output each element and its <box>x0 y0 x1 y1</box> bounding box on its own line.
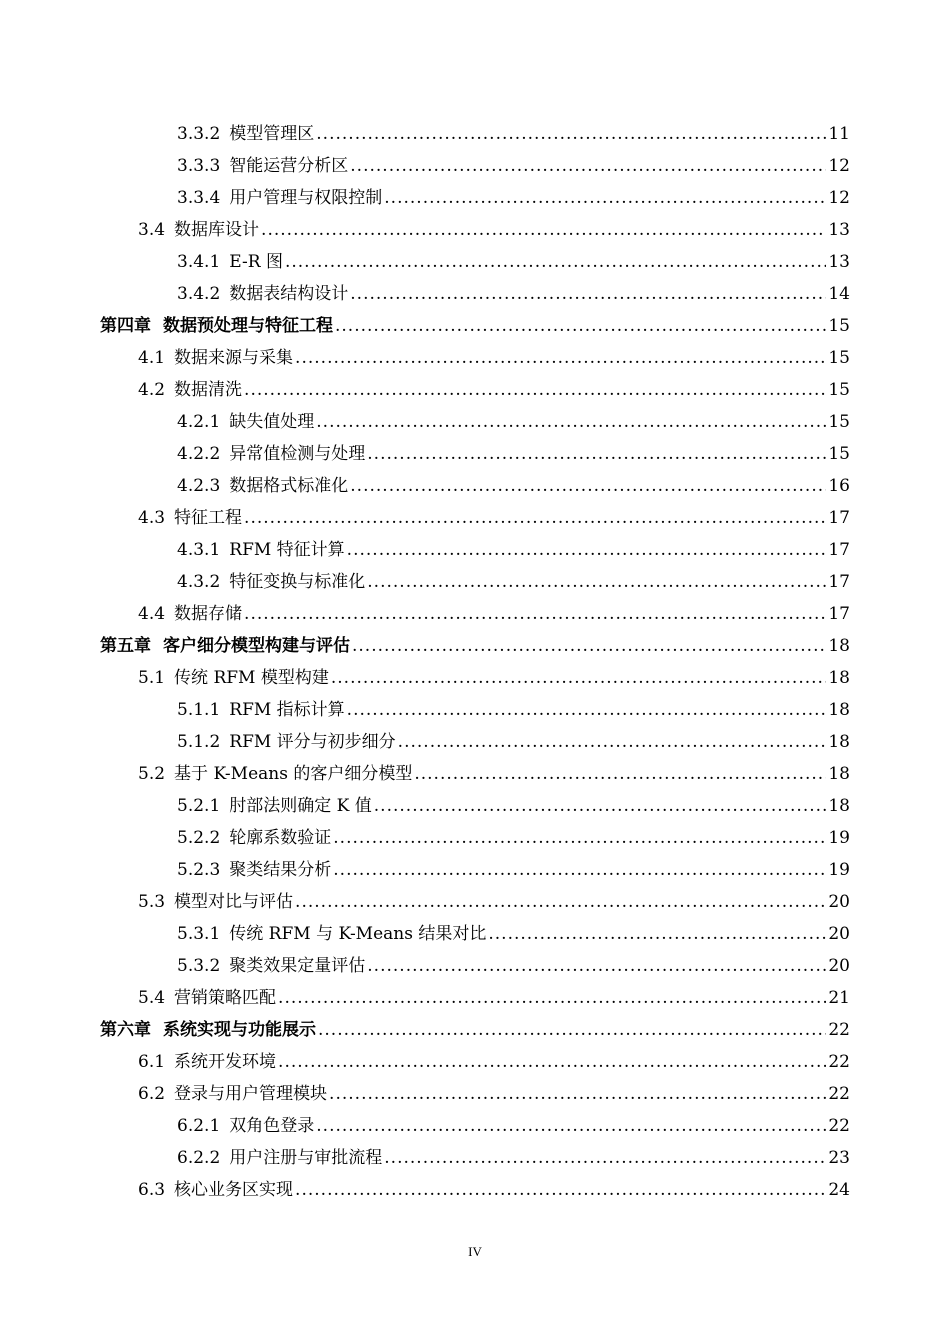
toc-entry-number: 5.3.2 <box>177 956 221 976</box>
toc-entry-number: 5.1 <box>138 668 166 688</box>
toc-entry-title: 异常值检测与处理 <box>229 444 366 464</box>
toc-dot-leader <box>367 566 826 598</box>
toc-entry[interactable] <box>0 662 950 694</box>
toc-entry-page: 15 <box>828 380 850 400</box>
toc-dot-leader <box>331 662 826 694</box>
toc-entry-page: 13 <box>828 252 850 272</box>
toc-entry-number: 4.3 <box>138 508 166 528</box>
toc-entry-number: 5.2.1 <box>177 796 221 816</box>
toc-entry-page: 13 <box>828 220 850 240</box>
toc-entry-title: 数据表结构设计 <box>229 284 349 304</box>
toc-entry-page: 15 <box>828 412 850 432</box>
toc-dot-leader <box>316 406 826 438</box>
toc-dot-leader <box>295 342 826 374</box>
toc-dot-leader <box>374 790 826 822</box>
toc-entry-title: 模型对比与评估 <box>174 892 294 912</box>
toc-entry-page: 17 <box>828 508 850 528</box>
toc-dot-leader <box>316 1110 826 1142</box>
toc-entry-number: 3.3.4 <box>177 188 221 208</box>
toc-entry[interactable] <box>0 982 950 1014</box>
toc-entry-number: 6.2.2 <box>177 1148 221 1168</box>
toc-entry[interactable] <box>0 1142 950 1174</box>
toc-entry-page: 15 <box>828 444 850 464</box>
toc-entry[interactable] <box>0 918 950 950</box>
toc-entry[interactable] <box>0 1046 950 1078</box>
toc-entry-number: 6.1 <box>138 1052 166 1072</box>
toc-entry-page: 21 <box>828 988 850 1008</box>
toc-entry[interactable] <box>0 374 950 406</box>
toc-dot-leader <box>285 246 826 278</box>
toc-entry[interactable] <box>0 758 950 790</box>
toc-dot-leader <box>367 950 826 982</box>
toc-entry[interactable] <box>0 406 950 438</box>
toc-dot-leader <box>295 886 826 918</box>
toc-entry-page: 22 <box>828 1084 850 1104</box>
toc-entry-number: 4.2.1 <box>177 412 221 432</box>
toc-entry-title: 系统实现与功能展示 <box>163 1020 316 1040</box>
toc-dot-leader <box>278 982 826 1014</box>
toc-entry-number: 3.4.2 <box>177 284 221 304</box>
toc-entry-title: 登录与用户管理模块 <box>174 1084 328 1104</box>
toc-entry-number: 4.4 <box>138 604 166 624</box>
toc-entry-number: 4.3.2 <box>177 572 221 592</box>
toc-entry[interactable] <box>0 822 950 854</box>
toc-entry[interactable] <box>0 1110 950 1142</box>
toc-entry-title: 客户细分模型构建与评估 <box>163 636 350 656</box>
toc-entry[interactable] <box>0 950 950 982</box>
toc-dot-leader <box>414 758 826 790</box>
toc-entry-title: 核心业务区实现 <box>174 1180 294 1200</box>
toc-entry-title: RFM 评分与初步细分 <box>229 732 396 752</box>
toc-entry-page: 17 <box>828 604 850 624</box>
toc-entry[interactable] <box>0 1174 950 1206</box>
toc-entry-page: 18 <box>828 764 850 784</box>
toc-dot-leader <box>347 534 826 566</box>
toc-entry-number: 3.3.3 <box>177 156 221 176</box>
toc-entry[interactable] <box>0 630 950 662</box>
toc-entry-title: 系统开发环境 <box>174 1052 277 1072</box>
toc-entry-page: 24 <box>828 1180 850 1200</box>
toc-entry[interactable] <box>0 246 950 278</box>
toc-entry[interactable] <box>0 1014 950 1046</box>
toc-entry-page: 12 <box>828 156 850 176</box>
toc-entry-number: 5.3 <box>138 892 166 912</box>
toc-entry-page: 22 <box>828 1020 850 1040</box>
toc-entry[interactable] <box>0 1078 950 1110</box>
toc-entry-title: 轮廓系数验证 <box>229 828 332 848</box>
toc-entry-page: 20 <box>828 956 850 976</box>
toc-entry[interactable] <box>0 278 950 310</box>
toc-entry-page: 15 <box>828 316 850 336</box>
toc-entry-number: 6.2 <box>138 1084 166 1104</box>
toc-entry-page: 18 <box>828 732 850 752</box>
toc-entry[interactable] <box>0 310 950 342</box>
toc-entry-page: 22 <box>828 1116 850 1136</box>
toc-entry-title: 特征工程 <box>174 508 243 528</box>
toc-entry-title: 传统 RFM 与 K-Means 结果对比 <box>229 924 487 944</box>
toc-entry-page: 14 <box>828 284 850 304</box>
toc-entry-page: 23 <box>828 1148 850 1168</box>
toc-entry-page: 12 <box>828 188 850 208</box>
toc-entry[interactable] <box>0 150 950 182</box>
toc-entry[interactable] <box>0 214 950 246</box>
toc-entry-page: 22 <box>828 1052 850 1072</box>
toc-entry-title: 智能运营分析区 <box>229 156 349 176</box>
toc-dot-leader <box>333 822 826 854</box>
toc-dot-leader <box>350 278 826 310</box>
toc-entry-title: 特征变换与标准化 <box>229 572 366 592</box>
toc-dot-leader <box>244 598 826 630</box>
toc-entry-number: 5.1.2 <box>177 732 221 752</box>
toc-entry-number: 第六章 <box>100 1020 151 1040</box>
toc-entry[interactable] <box>0 470 950 502</box>
toc-entry-number: 3.4 <box>138 220 166 240</box>
toc-dot-leader <box>350 150 826 182</box>
toc-entry-page: 17 <box>828 572 850 592</box>
toc-entry-page: 20 <box>828 924 850 944</box>
toc-dot-leader <box>329 1078 826 1110</box>
toc-entry-page: 18 <box>828 700 850 720</box>
toc-entry-number: 4.1 <box>138 348 166 368</box>
toc-entry-title: 数据存储 <box>174 604 243 624</box>
toc-dot-leader <box>244 502 826 534</box>
toc-entry-page: 17 <box>828 540 850 560</box>
toc-entry[interactable] <box>0 726 950 758</box>
toc-entry-title: 缺失值处理 <box>229 412 315 432</box>
toc-dot-leader <box>244 374 826 406</box>
toc-entry-title: 营销策略匹配 <box>174 988 277 1008</box>
toc-entry-number: 4.2 <box>138 380 166 400</box>
toc-entry-number: 5.2 <box>138 764 166 784</box>
toc-dot-leader <box>384 182 826 214</box>
toc-entry-number: 4.2.3 <box>177 476 221 496</box>
toc-entry-title: 聚类效果定量评估 <box>229 956 366 976</box>
toc-entry-page: 19 <box>828 828 850 848</box>
toc-dot-leader <box>350 470 826 502</box>
toc-dot-leader <box>318 1014 826 1046</box>
toc-entry-title: 用户管理与权限控制 <box>229 188 383 208</box>
toc-entry[interactable] <box>0 534 950 566</box>
toc-entry-page: 20 <box>828 892 850 912</box>
toc-entry-title: 模型管理区 <box>229 124 315 144</box>
toc-entry-number: 6.2.1 <box>177 1116 221 1136</box>
toc-entry-title: 双角色登录 <box>229 1116 315 1136</box>
toc-entry[interactable] <box>0 598 950 630</box>
toc-entry-title: 基于 K-Means 的客户细分模型 <box>174 764 413 784</box>
toc-entry-title: 用户注册与审批流程 <box>229 1148 383 1168</box>
toc-entry-number: 3.3.2 <box>177 124 221 144</box>
toc-entry-page: 11 <box>828 124 850 144</box>
toc-entry-number: 第五章 <box>100 636 151 656</box>
toc-entry-page: 18 <box>828 668 850 688</box>
toc-entry-title: 数据库设计 <box>174 220 260 240</box>
toc-entry[interactable] <box>0 790 950 822</box>
toc-dot-leader <box>488 918 826 950</box>
toc-entry[interactable] <box>0 342 950 374</box>
toc-entry[interactable] <box>0 886 950 918</box>
toc-dot-leader <box>384 1142 826 1174</box>
toc-dot-leader <box>335 310 826 342</box>
toc-entry-title: 数据清洗 <box>174 380 243 400</box>
toc-entry-number: 5.3.1 <box>177 924 221 944</box>
toc-entry-number: 4.2.2 <box>177 444 221 464</box>
toc-entry-title: E-R 图 <box>229 252 283 272</box>
toc-entry-title: RFM 指标计算 <box>229 700 345 720</box>
toc-entry-page: 19 <box>828 860 850 880</box>
toc-entry-page: 15 <box>828 348 850 368</box>
toc-dot-leader <box>316 118 826 150</box>
toc-entry-number: 5.2.3 <box>177 860 221 880</box>
toc-entry-number: 5.1.1 <box>177 700 221 720</box>
table-of-contents <box>0 118 950 1206</box>
toc-entry-title: 聚类结果分析 <box>229 860 332 880</box>
toc-entry-number: 5.2.2 <box>177 828 221 848</box>
toc-entry-page: 16 <box>828 476 850 496</box>
toc-entry-number: 第四章 <box>100 316 151 336</box>
toc-entry[interactable] <box>0 182 950 214</box>
toc-entry-number: 3.4.1 <box>177 252 221 272</box>
toc-dot-leader <box>278 1046 826 1078</box>
toc-entry-title: 肘部法则确定 K 值 <box>229 796 372 816</box>
toc-entry-number: 6.3 <box>138 1180 166 1200</box>
toc-entry-number: 4.3.1 <box>177 540 221 560</box>
toc-entry[interactable] <box>0 854 950 886</box>
toc-dot-leader <box>367 438 826 470</box>
toc-entry[interactable] <box>0 502 950 534</box>
toc-entry-page: 18 <box>828 796 850 816</box>
toc-dot-leader <box>352 630 826 662</box>
page-number-footer: IV <box>468 1244 482 1259</box>
toc-entry-title: 数据格式标准化 <box>229 476 349 496</box>
toc-entry-title: 数据预处理与特征工程 <box>163 316 333 336</box>
toc-dot-leader <box>333 854 826 886</box>
toc-entry[interactable] <box>0 694 950 726</box>
toc-entry[interactable] <box>0 118 950 150</box>
toc-entry-title: 数据来源与采集 <box>174 348 294 368</box>
toc-entry[interactable] <box>0 438 950 470</box>
toc-dot-leader <box>261 214 826 246</box>
toc-entry-page: 18 <box>828 636 850 656</box>
toc-entry-title: RFM 特征计算 <box>229 540 345 560</box>
toc-dot-leader <box>347 694 826 726</box>
toc-dot-leader <box>295 1174 826 1206</box>
toc-dot-leader <box>398 726 826 758</box>
toc-entry-number: 5.4 <box>138 988 166 1008</box>
toc-entry-title: 传统 RFM 模型构建 <box>174 668 329 688</box>
toc-entry[interactable] <box>0 566 950 598</box>
